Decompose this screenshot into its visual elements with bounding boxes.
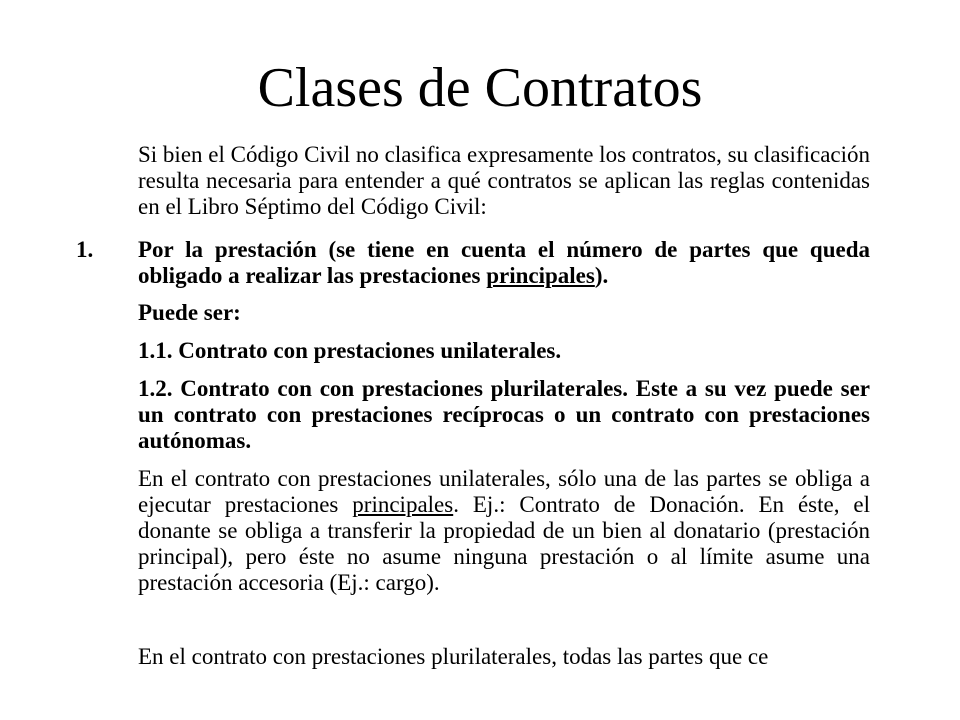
unilateral-text-end: . Ej.: Contrato de Donación. En éste, el donante se obliga a transferir la propiedad de un bien al donatario (prestación principal), pero éste no asume ninguna prestación o al límite asume una prestación accesoria (Ej.: cargo). [138, 492, 870, 595]
plurilateral-paragraph: En el contrato con prestaciones plurilaterales, todas las partes que ce [138, 644, 769, 669]
unilateral-underlined: principales [352, 492, 454, 517]
puede-ser-label: Puede ser: [138, 300, 241, 325]
sub-item-1-2: 1.2. Contrato con con prestaciones plurilaterales. Este a su vez puede ser un contrato con prestaciones recíprocas o un contrato con prestaciones autónomas. [138, 376, 870, 453]
unilateral-text: En el contrato con prestaciones unilaterales, sólo una de las partes se obliga a ejecutar prestaciones [138, 466, 870, 517]
list-item-1-end: ). [594, 263, 609, 288]
sub-item-1-1: 1.1. Contrato con prestaciones unilaterales. [138, 338, 562, 363]
list-item-1 [138, 237, 870, 289]
intro-paragraph: Si bien el Código Civil no clasifica expresamente los contratos, su clasificación resulta necesaria para entender a qué contratos se aplican las reglas contenidas en el Libro Séptimo del Código Civil: [138, 142, 870, 219]
slide-title: Clases de Contratos [257, 57, 703, 119]
list-item-1-underlined: principales [486, 263, 595, 288]
unilateral-paragraph [138, 466, 870, 596]
list-item-1-text: Por la prestación (se tiene en cuenta el número de partes que queda obligado a realizar las prestaciones [138, 237, 870, 288]
list-number-1: 1. [76, 237, 94, 262]
